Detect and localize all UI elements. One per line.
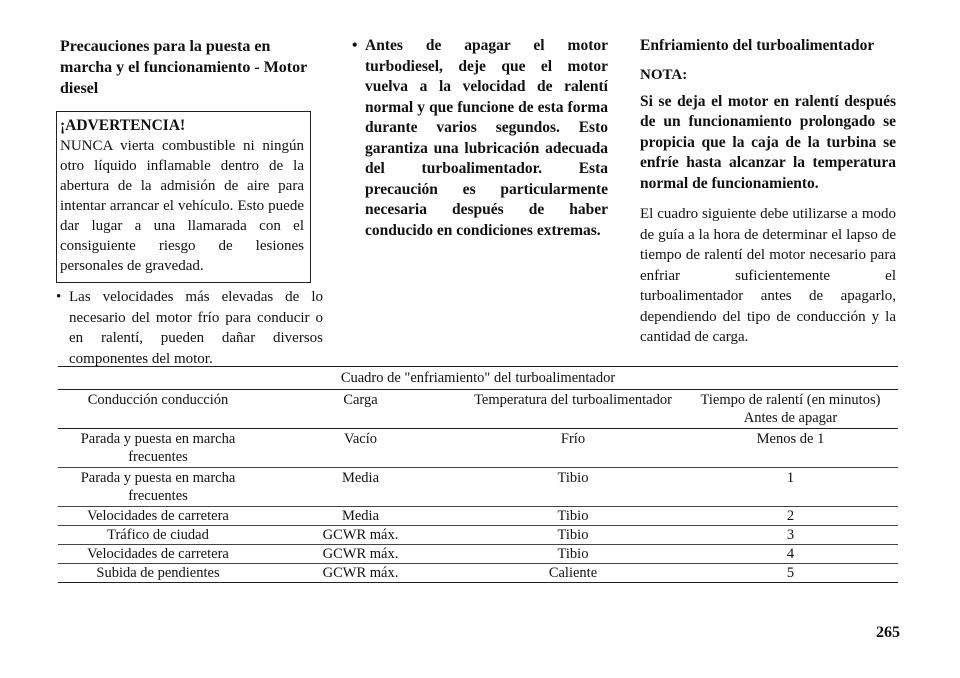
column-header: Conducción conducción: [58, 390, 258, 429]
bullet-item: [352, 36, 608, 241]
table-row: [58, 507, 898, 526]
bullet-icon: •: [352, 37, 358, 54]
table-cell: Caliente: [463, 564, 683, 583]
note-label: NOTA:: [640, 66, 688, 83]
table-row: [58, 526, 898, 545]
warning-box: [56, 111, 311, 283]
table-cell: Velocidades de carretera: [58, 545, 258, 564]
table-cell: GCWR máx.: [258, 526, 463, 545]
table-cell: Parada y puesta en marcha frecuentes: [58, 468, 258, 507]
table-cell: Tibio: [463, 507, 683, 526]
table-cell: Vacío: [258, 429, 463, 468]
table-cell: 3: [683, 526, 898, 545]
table-cell: GCWR máx.: [258, 564, 463, 583]
table-row: [58, 468, 898, 507]
right-column: [640, 36, 896, 348]
bullet-item: [56, 287, 323, 369]
left-column: [56, 36, 323, 369]
table-cell: Tibio: [463, 468, 683, 507]
table-cell: Media: [258, 507, 463, 526]
column-header: Carga: [258, 390, 463, 429]
page-number: 265: [876, 624, 900, 641]
warning-text: NUNCA vierta combustible ni ningún otro líquido inflamable dentro de la abertura de la admisión de aire para intentar arrancar el vehículo. Esto puede dar lugar a una llamarada con el consiguiente riesgo de lesiones personales de gravedad.: [60, 138, 304, 274]
table-cell: 4: [683, 545, 898, 564]
cooling-table: [58, 366, 898, 583]
table-row: [58, 564, 898, 583]
table-cell: 1: [683, 468, 898, 507]
table-row: [58, 545, 898, 564]
column-header: Temperatura del turboalimentador: [463, 390, 683, 429]
table-cell: Tibio: [463, 526, 683, 545]
middle-column: [352, 36, 608, 241]
table-cell: Tráfico de ciudad: [58, 526, 258, 545]
table-title: Cuadro de "enfriamiento" del turboalimentador: [58, 367, 898, 390]
table-row: [58, 429, 898, 468]
bullet-text: Las velocidades más elevadas de lo necesario del motor frío para conducir o en ralentí, pueden dañar diversos componentes del motor.: [69, 289, 323, 367]
section-heading: Enfriamiento del turboalimentador: [640, 37, 875, 54]
bullet-icon: •: [56, 289, 62, 305]
table-cell: GCWR máx.: [258, 545, 463, 564]
table-cell: Parada y puesta en marcha frecuentes: [58, 429, 258, 468]
table-cell: Subida de pendientes: [58, 564, 258, 583]
warning-title: ¡ADVERTENCIA!: [60, 117, 186, 134]
note-text: Si se deja el motor en ralentí después de un funcionamiento prolongado se propicia que la caja de la turbina se enfríe hasta alcanzar la temperatura normal de funcionamiento.: [640, 92, 896, 192]
table-cell: Velocidades de carretera: [58, 507, 258, 526]
table-cell: Menos de 1: [683, 429, 898, 468]
table-cell: Frío: [463, 429, 683, 468]
column-header: Tiempo de ralentí (en minutos) Antes de apagar: [683, 390, 898, 429]
table-cell: 5: [683, 564, 898, 583]
bullet-text: Antes de apagar el motor turbodiesel, deje que el motor vuelva a la velocidad de ralentí normal y que funcione de esta forma durante varios segundos. Esto garantiza una lubricación adecuada del turboalimentador. Esta precaución es particularmente necesaria después de haber conducido en condiciones extremas.: [365, 37, 608, 239]
table-cell: Tibio: [463, 545, 683, 564]
paragraph: El cuadro siguiente debe utilizarse a modo de guía a la hora de determinar el lapso de tiempo de ralentí del motor necesario para enfriar suficientemente el turboalimentador antes de apagarlo, dependiendo del tipo de conducción y la cantidad de carga.: [640, 206, 896, 345]
section-heading: Precauciones para la puesta en marcha y el funcionamiento - Motor diesel: [60, 38, 307, 97]
table-cell: Media: [258, 468, 463, 507]
table-cell: 2: [683, 507, 898, 526]
